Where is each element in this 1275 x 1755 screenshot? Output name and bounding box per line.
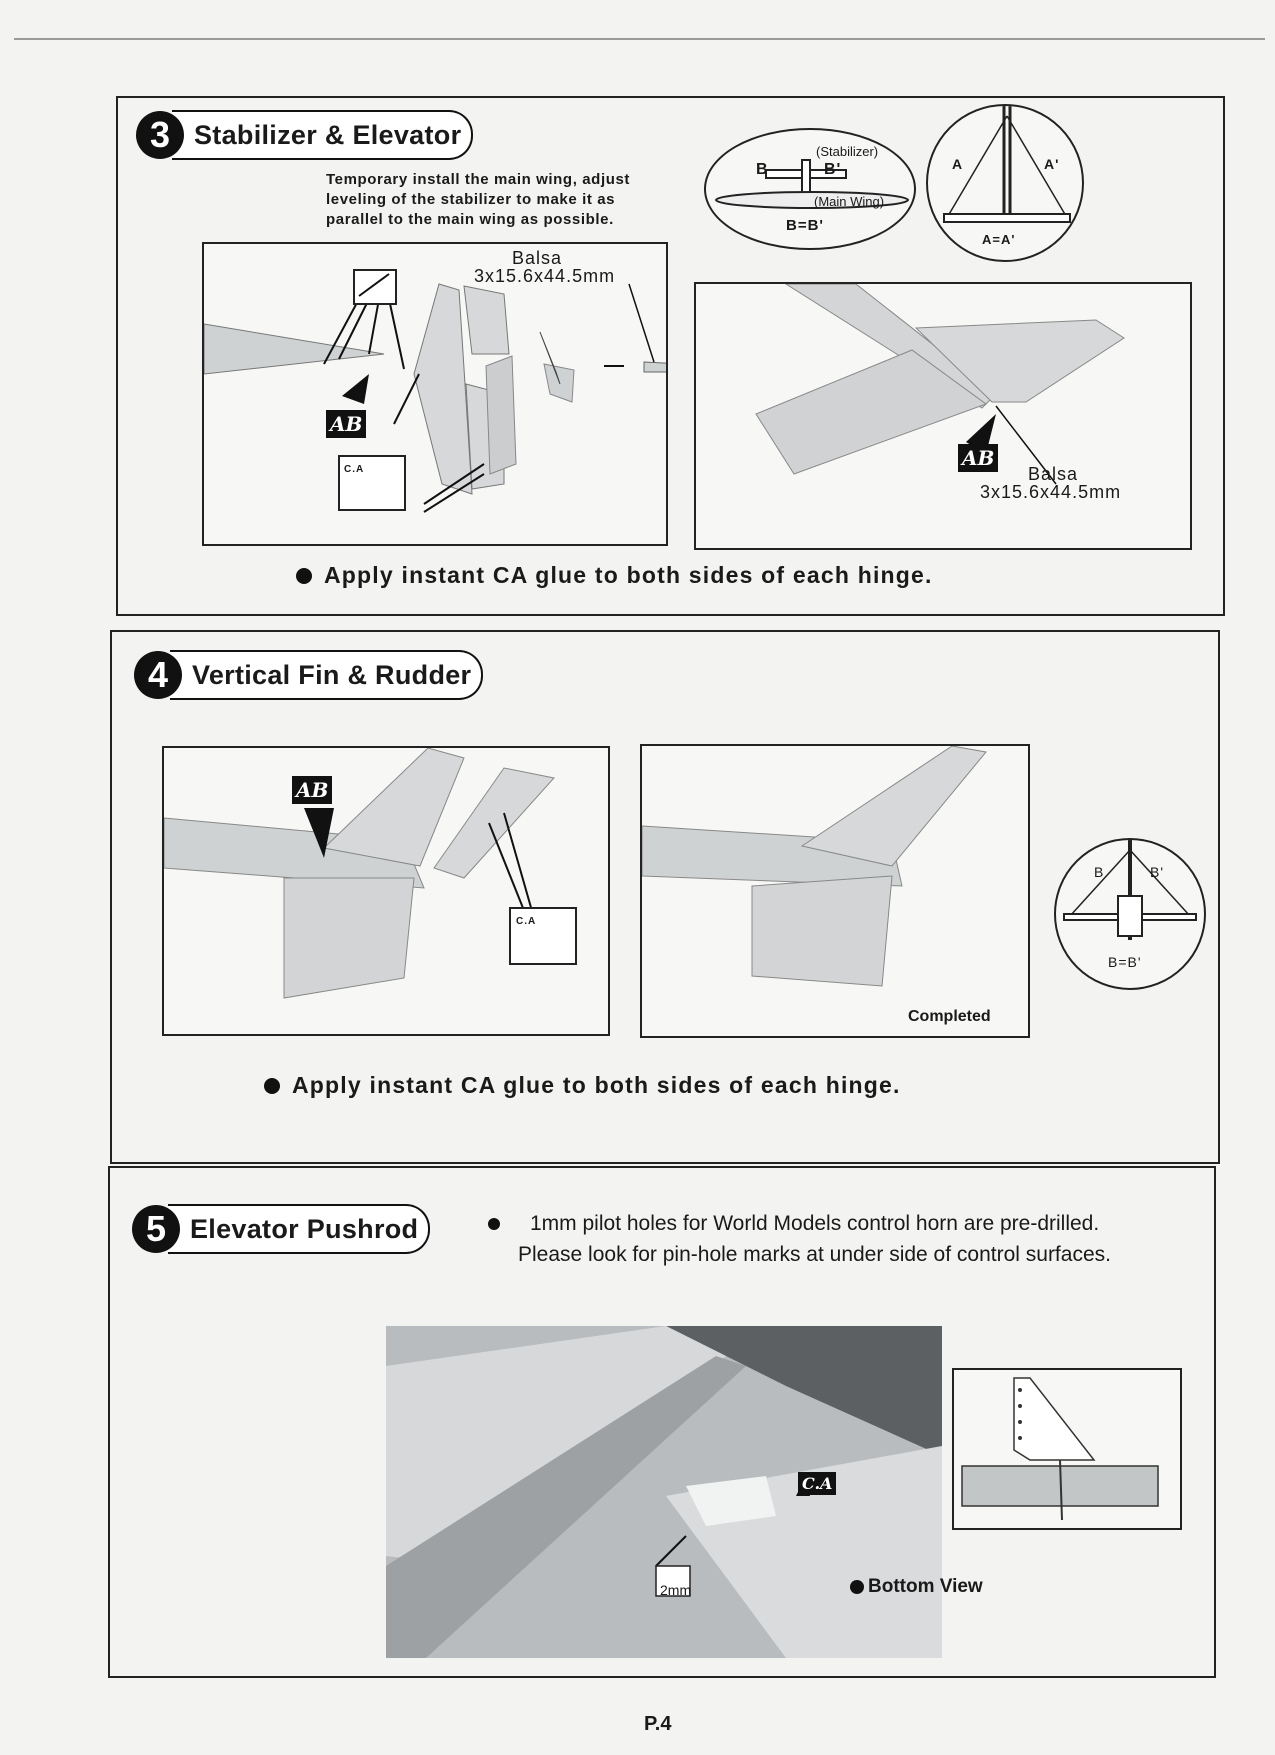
stabilizer-installed-figure: [694, 282, 1192, 550]
equation-label: B=B': [786, 217, 824, 234]
stabilizer-alignment-diagram: [926, 104, 1084, 262]
balsa-label: Balsa: [1028, 464, 1079, 484]
a-label: A: [952, 156, 964, 172]
control-horn-inset: [952, 1368, 1182, 1530]
section-stabilizer-elevator: [116, 96, 1225, 616]
fin-completed-figure: [640, 744, 1030, 1038]
step-header-3: [136, 110, 473, 160]
glue-instruction-text: Apply instant CA glue to both sides of each hinge.: [292, 1072, 901, 1098]
main-wing-label: (Main Wing): [814, 194, 885, 209]
ab-badge: AB: [958, 444, 998, 472]
page-top-rule: [14, 38, 1265, 40]
ca-icon-label: C.A: [344, 464, 365, 475]
b-prime-label: B': [1150, 864, 1165, 880]
bullet-dot: [488, 1218, 500, 1230]
b-equation-label: B=B': [1108, 954, 1142, 970]
fin-exploded-figure: [162, 746, 610, 1036]
balsa-size: 3x15.6x44.5mm: [474, 266, 616, 286]
step-number: 4: [134, 651, 182, 699]
completed-label: Completed: [908, 1008, 991, 1025]
balsa-label: [512, 248, 562, 268]
a-equation-label: A=A': [982, 232, 1016, 247]
b-label: B: [1094, 864, 1105, 880]
pilot-hole-note: [488, 1208, 1111, 1270]
bullet-dot: [296, 568, 312, 584]
section-elevator-pushrod: [108, 1166, 1216, 1678]
step-title: Stabilizer & Elevator: [172, 110, 473, 160]
b-label: B: [756, 161, 769, 178]
ca-icon-label: C.A: [516, 916, 537, 927]
page-number: P.4: [644, 1713, 672, 1735]
ab-badge: AB: [326, 410, 366, 438]
stabilizer-label: (Stabilizer): [816, 144, 879, 159]
control-horn-drawing: [954, 1370, 1182, 1530]
pushrod-photo-drawing: [386, 1326, 942, 1658]
instruction-line: leveling of the stabilizer to make it as: [326, 191, 616, 208]
step-header-5: [132, 1204, 430, 1254]
stabilizer-exploded-figure: [202, 242, 668, 546]
instruction-line: parallel to the main wing as possible.: [326, 211, 614, 228]
ca-badge: C.A: [798, 1472, 836, 1495]
ab-badge: AB: [292, 776, 332, 804]
balsa-label-text: Balsa: [512, 248, 563, 268]
glue-instruction: [264, 1072, 901, 1099]
step-header-4: [134, 650, 483, 700]
bottom-view-caption: [850, 1576, 983, 1598]
stabilizer-exploded-drawing: [204, 244, 668, 546]
fin-alignment-diagram: [1054, 838, 1206, 990]
b-prime-label: B': [824, 161, 842, 178]
fin-completed-drawing: [642, 746, 1030, 1038]
step-number: 5: [132, 1205, 180, 1253]
a-prime-label: A': [1044, 156, 1060, 172]
fin-exploded-drawing: [164, 748, 610, 1036]
note-line-text: Please look for pin-hole marks at under side of control surfaces.: [518, 1243, 1111, 1266]
instruction-text: [326, 170, 630, 230]
glue-instruction: [296, 562, 933, 589]
bullet-dot: [264, 1078, 280, 1094]
note-line: [488, 1208, 1111, 1239]
bullet-dot: [850, 1580, 864, 1594]
pushrod-photo: [386, 1326, 942, 1658]
step-title: Vertical Fin & Rudder: [170, 650, 483, 700]
instruction-line: Temporary install the main wing, adjust: [326, 171, 631, 188]
step-number: 3: [136, 111, 184, 159]
drill-size-label: 2mm: [660, 1582, 692, 1598]
section-vertical-fin-rudder: [110, 630, 1220, 1164]
stabilizer-parallel-diagram: [704, 128, 916, 250]
bottom-view-text: Bottom View: [868, 1576, 983, 1597]
balsa-size: 3x15.6x44.5mm: [980, 482, 1122, 502]
step-title: Elevator Pushrod: [168, 1204, 430, 1254]
stabilizer-installed-drawing: [696, 284, 1192, 550]
glue-instruction-text: Apply instant CA glue to both sides of each hinge.: [324, 562, 933, 588]
note-line-text: 1mm pilot holes for World Models control horn are pre-drilled.: [530, 1212, 1100, 1235]
